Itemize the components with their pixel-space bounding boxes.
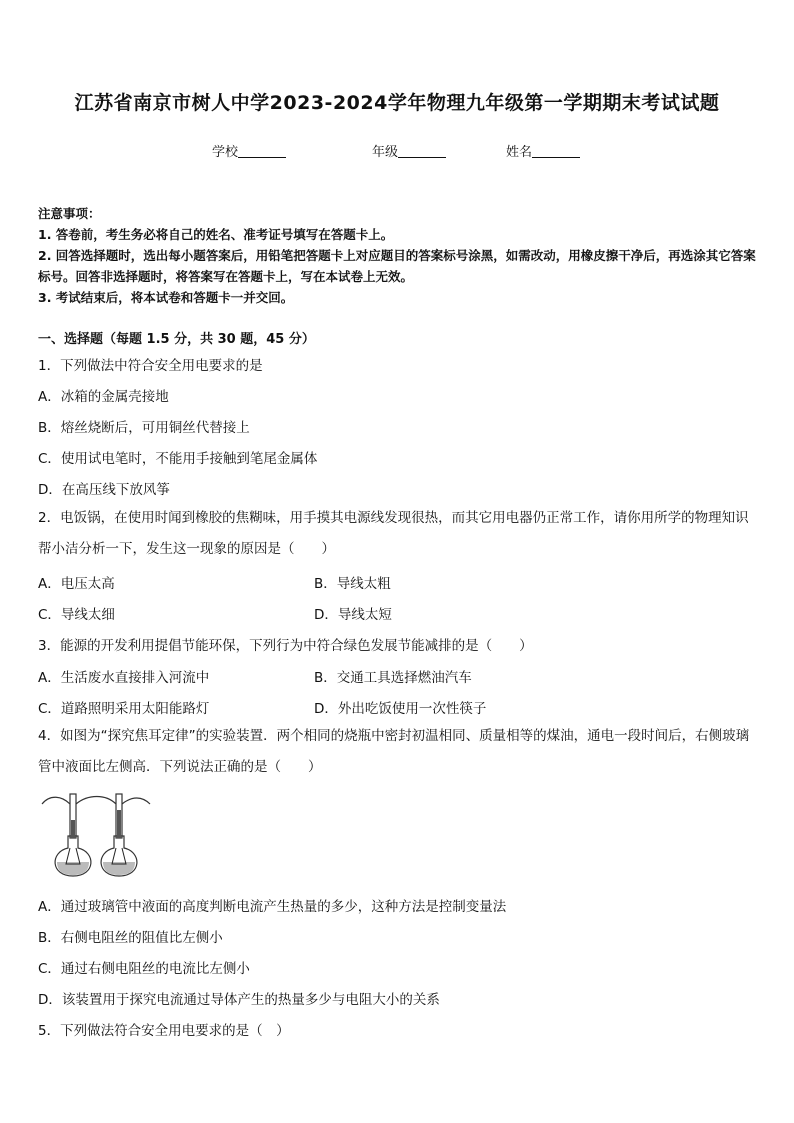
question-1-option-a[interactable]: A．冰箱的金属壳接地 bbox=[38, 389, 169, 405]
question-3-option-d[interactable]: D．外出吃饭使用一次性筷子 bbox=[314, 701, 487, 717]
notice-block bbox=[38, 203, 758, 308]
question-5-stem: 5．下列做法符合安全用电要求的是（ ） bbox=[38, 1023, 290, 1039]
question-1-option-c[interactable]: C．使用试电笔时，不能用手接触到笔尾金属体 bbox=[38, 451, 318, 467]
section-heading: 一、选择题（每题 1.5 分，共 30 题，45 分） bbox=[38, 332, 315, 347]
grade-label: 年级 bbox=[372, 145, 399, 160]
question-4-option-d[interactable]: D．该装置用于探究电流通过导体产生的热量多少与电阻大小的关系 bbox=[38, 992, 440, 1008]
student-info-row bbox=[0, 141, 794, 159]
question-1-option-b[interactable]: B．熔丝烧断后，可用铜丝代替接上 bbox=[38, 420, 250, 436]
exam-title: 江苏省南京市树人中学2023-2024学年物理九年级第一学期期末考试试题 bbox=[74, 92, 720, 114]
question-3-option-c[interactable]: C．道路照明采用太阳能路灯 bbox=[38, 701, 210, 717]
left-resistance-wire bbox=[66, 848, 80, 864]
notice-head: 注意事项： bbox=[38, 206, 101, 221]
school-label: 学校 bbox=[212, 145, 239, 160]
school-field bbox=[212, 141, 286, 160]
name-label: 姓名 bbox=[506, 145, 533, 160]
notice-item-2: 2. 回答选择题时，选出每小题答案后，用铅笔把答题卡上对应题目的答案标号涂黑，如需改动，用橡皮擦干净后，再选涂其它答案标号。回答非选择题时，将答案写在答题卡上，写在本试卷上无效。 bbox=[38, 248, 756, 284]
name-blank bbox=[532, 143, 580, 158]
school-blank bbox=[238, 143, 286, 158]
grade-blank bbox=[398, 143, 446, 158]
question-4-option-c[interactable]: C．通过右侧电阻丝的电流比左侧小 bbox=[38, 961, 250, 977]
right-resistance-wire bbox=[112, 848, 126, 864]
apparatus-wire-right bbox=[122, 798, 150, 804]
left-tube-liquid bbox=[71, 820, 75, 838]
question-4-stem: 4．如图为“探究焦耳定律”的实验装置．两个相同的烧瓶中密封初温相同、质量相等的煤油，通电一段时间后，右侧玻璃管中液面比左侧高．下列说法正确的是（ ） bbox=[38, 728, 750, 775]
question-1-option-d[interactable]: D．在高压线下放风筝 bbox=[38, 482, 170, 498]
question-3-option-b[interactable]: B．交通工具选择燃油汽车 bbox=[314, 670, 472, 686]
question-2-option-a[interactable]: A．电压太高 bbox=[38, 576, 115, 592]
question-1-stem: 1．下列做法中符合安全用电要求的是 bbox=[38, 358, 263, 374]
question-2-option-c[interactable]: C．导线太细 bbox=[38, 607, 115, 623]
question-3-stem: 3．能源的开发利用提倡节能环保，下列行为中符合绿色发展节能减排的是（ ） bbox=[38, 638, 533, 654]
notice-item-1: 1. 答卷前，考生务必将自己的姓名、准考证号填写在答题卡上。 bbox=[38, 227, 394, 242]
question-2-option-b[interactable]: B．导线太粗 bbox=[314, 576, 391, 592]
apparatus-wire-left bbox=[42, 797, 70, 804]
question-4-option-b[interactable]: B．右侧电阻丝的阻值比左侧小 bbox=[38, 930, 223, 946]
right-tube-liquid bbox=[117, 810, 121, 838]
question-4-option-a[interactable]: A．通过玻璃管中液面的高度判断电流产生热量的多少，这种方法是控制变量法 bbox=[38, 899, 507, 915]
joule-law-apparatus-figure bbox=[40, 790, 152, 880]
question-2-stem: 2．电饭锅，在使用时闻到橡胶的焦糊味，用手摸其电源线发现很热，而其它用电器仍正常工作，请你用所学的物理知识帮小洁分析一下，发生这一现象的原因是（ ） bbox=[38, 510, 749, 557]
notice-item-3: 3. 考试结束后，将本试卷和答题卡一并交回。 bbox=[38, 290, 294, 305]
question-2-option-d[interactable]: D．导线太短 bbox=[314, 607, 392, 623]
grade-field bbox=[372, 141, 446, 160]
apparatus-wire-middle bbox=[76, 797, 116, 805]
question-3-option-a[interactable]: A．生活废水直接排入河流中 bbox=[38, 670, 210, 686]
name-field bbox=[506, 141, 580, 160]
